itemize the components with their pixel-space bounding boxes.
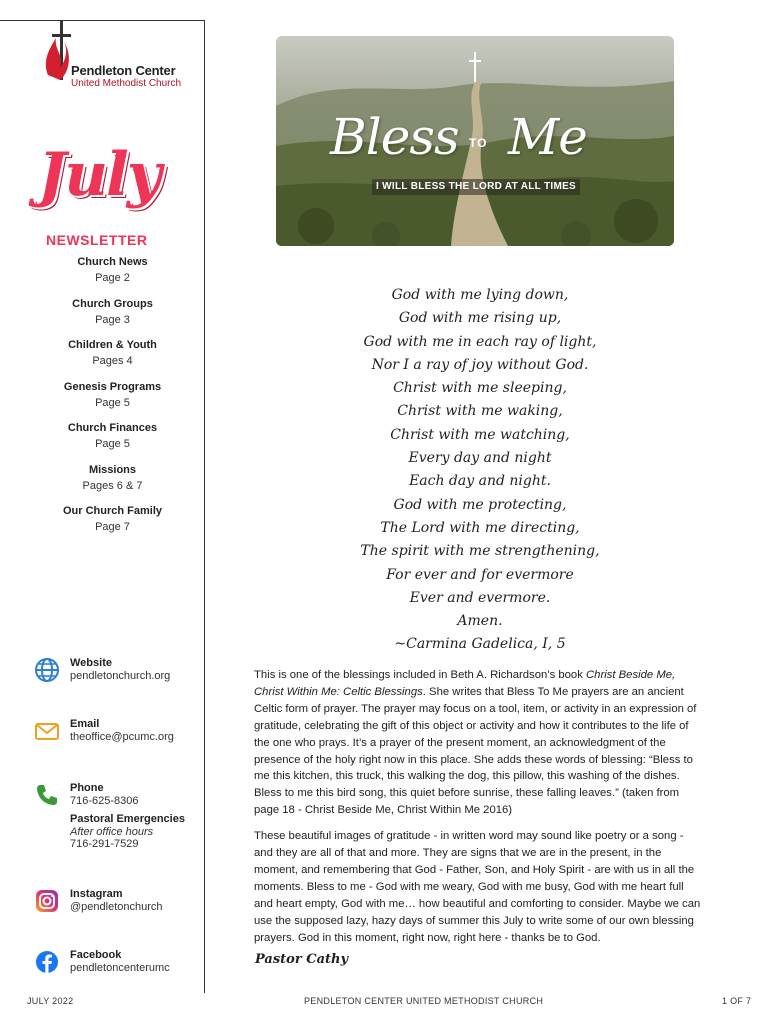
- toc-page: Page 2: [95, 272, 130, 284]
- table-of-contents: [0, 254, 225, 545]
- poem-line: Each day and night.: [409, 473, 551, 490]
- toc-title: Church Finances: [67, 422, 158, 434]
- toc-page: Page 7: [95, 521, 130, 533]
- facebook-handle[interactable]: pendletoncenterumc: [70, 962, 170, 974]
- toc-item-church-news[interactable]: [0, 254, 225, 296]
- toc-page: Page 3: [95, 313, 130, 326]
- poem-line: Nor I a ray of joy without God.: [371, 356, 589, 373]
- poem-line: The Lord with me directing,: [380, 519, 580, 536]
- hero-subtitle: I WILL BLESS THE LORD AT ALL TIMES: [372, 179, 580, 195]
- poem-line: Christ with me sleeping,: [393, 380, 567, 397]
- hero-title-me: Me: [508, 108, 587, 166]
- cross-icon: [468, 52, 482, 82]
- phone-number[interactable]: 716-625-8306: [70, 795, 139, 807]
- emergency-label: Pastoral Emergencies: [70, 813, 185, 825]
- poem-line: The spirit with me strengthening,: [360, 543, 600, 560]
- toc-item-missions[interactable]: [0, 462, 225, 504]
- poem-line: God with me lying down,: [391, 287, 569, 303]
- month-title: July: [38, 140, 160, 210]
- toc-item-church-finances[interactable]: [0, 420, 225, 462]
- toc-title: Our Church Family: [62, 505, 163, 517]
- phone-icon: [34, 782, 60, 808]
- toc-title: Genesis Programs: [63, 380, 162, 393]
- email-link[interactable]: theoffice@pcumc.org: [70, 731, 174, 743]
- facebook-icon: [34, 949, 60, 975]
- paragraph-text: . She writes that Bless To Me prayers are an ancient Celtic form of prayer. The prayer may focus on a tool, item, or activity in an expression of gratitude, celebrating the gift of this object or activity and how it contributes to the life of the one who prays. It’s a prayer of the present moment, an acknowledgment of the presence of the holy right now in this place. She adds these words of blessing: “Bless to me this kitchen, this truck, this walking the dog, this pillow, this washing of the dishes. Bless to me this bird song, this quiet before sunrise, these falling leaves.” (taken from page 18 - Christ Beside Me, Christ Within Me 2016): [254, 685, 697, 817]
- newsletter-label: NEWSLETTER: [46, 232, 148, 248]
- church-name: Pendleton Center: [71, 63, 176, 78]
- poem-line: Christ with me waking,: [397, 403, 563, 420]
- article-paragraph: These beautiful images of gratitude - in written word may sound like poetry or a song - and they are all of that and more. They are signs that we are in the present, in the moment, and remembering that God - Father, Son, and Holy Spirit - are with us in all the moments. Bless to me - God with me weary, God with me busy, God with me heart full and heart empty, God with me… how beautiful and comforting to consider. Maybe we can use the supposed lazy, hazy days of summer this July to write some of our own blessing prayers. God in this moment, right now, right here - thanks be to God.: [254, 830, 701, 944]
- emergency-number[interactable]: 716-291-7529: [70, 838, 139, 850]
- hero-title-bless: Bless: [330, 108, 459, 166]
- envelope-icon: [34, 718, 60, 744]
- globe-icon: [34, 657, 60, 683]
- poem-line: Every day and night: [408, 450, 552, 467]
- cross-and-flame-icon: [42, 20, 72, 90]
- toc-item-church-groups[interactable]: [0, 296, 225, 338]
- footer-date: JULY 2022: [27, 996, 74, 1006]
- toc-page: Pages 6 & 7: [82, 479, 143, 492]
- toc-page: Page 5: [95, 396, 130, 409]
- contact-label: Facebook: [70, 949, 122, 961]
- toc-page: Page 5: [95, 438, 130, 450]
- contact-label: Phone: [70, 782, 104, 794]
- instagram-handle[interactable]: @pendletonchurch: [70, 901, 163, 913]
- poem-line: Christ with me watching,: [390, 426, 570, 443]
- toc-title: Church Groups: [72, 297, 153, 310]
- toc-item-genesis-programs[interactable]: [0, 379, 225, 421]
- toc-title: Missions: [88, 463, 137, 476]
- poem-line: God with me in each ray of light,: [363, 333, 597, 350]
- blessing-poem: [330, 284, 630, 657]
- toc-title: Church News: [77, 256, 148, 268]
- paragraph-text: This is one of the blessings included in Beth A. Richardson’s book: [254, 669, 586, 681]
- church-logo: [42, 20, 192, 90]
- signature: Pastor Cathy: [255, 952, 348, 967]
- hero-title-to: TO: [469, 136, 488, 150]
- toc-title: Children & Youth: [68, 339, 157, 351]
- contact-label: Instagram: [70, 888, 123, 900]
- article-body: [254, 667, 704, 956]
- emergency-note: After office hours: [70, 826, 154, 838]
- poem-line: God with me rising up,: [398, 310, 562, 327]
- toc-page: Pages 4: [92, 355, 133, 367]
- poem-line: Ever and evermore.: [409, 589, 551, 606]
- contact-label: Website: [70, 657, 112, 669]
- poem-line: God with me protecting,: [393, 496, 567, 513]
- website-link[interactable]: pendletonchurch.org: [70, 670, 171, 682]
- footer-page: 1 OF 7: [722, 996, 752, 1006]
- poem-line: Amen.: [457, 613, 503, 630]
- poem-line: For ever and for evermore: [386, 566, 574, 583]
- article-paragraph: [254, 667, 704, 819]
- contact-label: Email: [70, 718, 100, 730]
- church-subtitle: United Methodist Church: [71, 78, 182, 89]
- footer-church: PENDLETON CENTER UNITED METHODIST CHURCH: [304, 996, 544, 1006]
- instagram-icon: [34, 888, 60, 914]
- poem-attribution: ~Carmina Gadelica, I, 5: [394, 636, 566, 653]
- toc-item-children-youth[interactable]: [0, 337, 225, 379]
- toc-item-church-family[interactable]: [0, 503, 225, 545]
- book-title: Christ Beside Me, Christ Within Me: Celtic Blessings: [254, 669, 676, 698]
